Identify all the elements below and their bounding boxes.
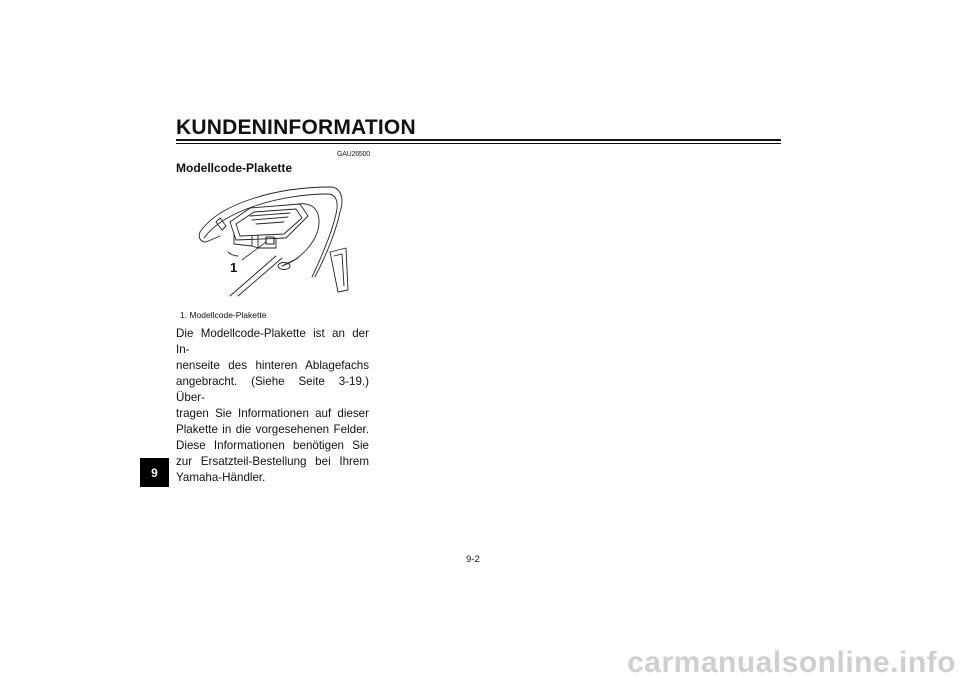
body-line: Diese Informationen benötigen Sie: [176, 439, 369, 452]
chapter-tab: 9: [140, 458, 169, 487]
figure-callout: 1: [230, 260, 238, 275]
body-line: nenseite des hinteren Ablagefachs: [176, 359, 369, 372]
storage-compartment-illustration: [190, 182, 362, 298]
body-paragraph: [176, 326, 369, 486]
body-line: tragen Sie Informationen auf dieser: [176, 407, 369, 420]
body-line: zur Ersatzteil-Bestellung bei Ihrem: [176, 455, 369, 468]
header-rule-thin: [176, 143, 781, 144]
body-line: Die Modellcode-Plakette ist an der In-: [176, 327, 369, 356]
page-number: 9-2: [466, 554, 480, 565]
watermark-text: carmanualsonline.info: [627, 648, 956, 678]
header-rule-thick: [176, 139, 781, 141]
body-line: Yamaha-Händler.: [176, 471, 266, 484]
watermark-logo: [0, 648, 960, 678]
body-line: angebracht. (Siehe Seite 3-19.) Über-: [176, 375, 369, 404]
figure-caption: 1. Modellcode-Plakette: [180, 310, 267, 320]
page-title: KUNDENINFORMATION: [176, 116, 416, 139]
section-code: GAU26500: [336, 151, 370, 158]
body-line: Plakette in die vorgesehenen Felder.: [176, 423, 369, 436]
section-heading: Modellcode-Plakette: [176, 161, 293, 175]
